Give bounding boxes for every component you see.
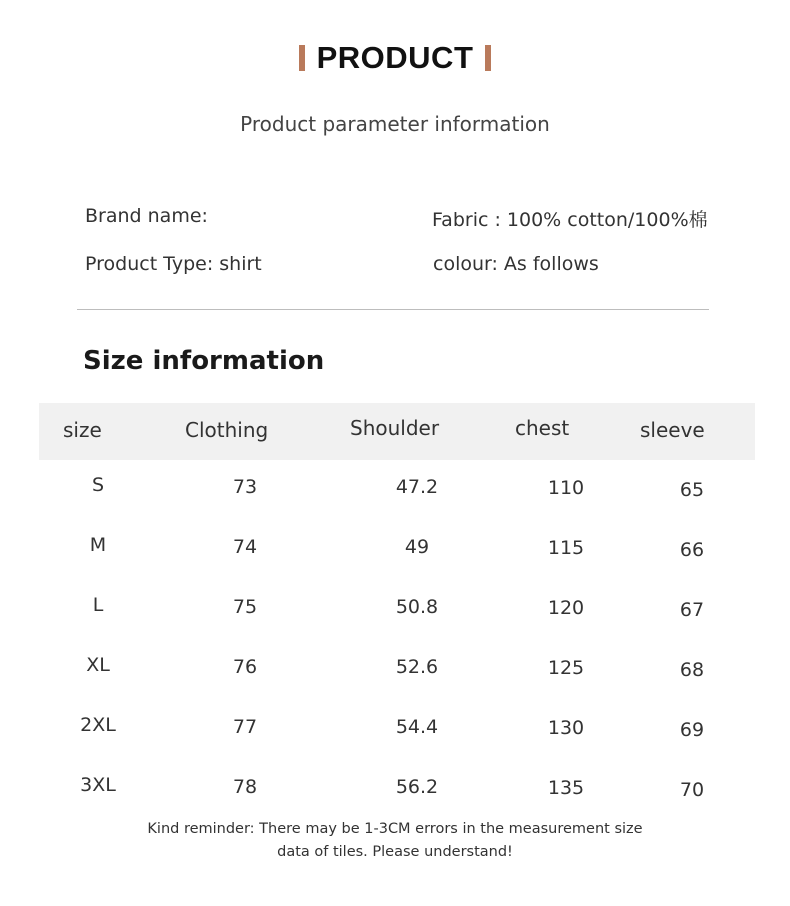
- header-clothing: Clothing: [185, 418, 269, 442]
- product-type-label: Product Type: shirt: [85, 253, 262, 275]
- header-chest: chest: [515, 416, 570, 440]
- header-sleeve: sleeve: [640, 418, 705, 442]
- page-header: [0, 40, 790, 76]
- table-cell-sleeve: 67: [679, 599, 705, 621]
- table-cell-sleeve: 70: [679, 779, 705, 801]
- table-cell-size: M: [89, 534, 107, 556]
- table-cell-chest: 110: [547, 477, 585, 499]
- header-shoulder: Shoulder: [350, 416, 440, 440]
- table-cell-clothing: 73: [232, 476, 258, 498]
- table-cell-chest: 120: [547, 597, 585, 619]
- table-cell-size: L: [92, 594, 104, 616]
- fabric-label: Fabric : 100% cotton/100%棉: [432, 209, 708, 231]
- note-line-2: data of tiles. Please understand!: [277, 844, 513, 860]
- table-cell-shoulder: 49: [404, 536, 430, 558]
- page-title: PRODUCT: [316, 40, 474, 75]
- table-cell-sleeve: 66: [679, 539, 705, 561]
- table-cell-sleeve: 68: [679, 659, 705, 681]
- table-cell-clothing: 77: [232, 716, 258, 738]
- kind-reminder-note: [0, 818, 790, 864]
- brand-name-label: Brand name:: [85, 205, 208, 227]
- table-cell-size: 2XL: [80, 714, 116, 736]
- table-cell-chest: 130: [547, 717, 585, 739]
- accent-bar-left: [299, 45, 305, 71]
- table-cell-clothing: 74: [232, 536, 258, 558]
- table-cell-clothing: 75: [232, 596, 258, 618]
- table-cell-shoulder: 47.2: [395, 476, 439, 498]
- colour-label: colour: As follows: [433, 253, 599, 275]
- table-cell-shoulder: 54.4: [395, 716, 439, 738]
- table-cell-size: S: [91, 474, 105, 496]
- table-cell-clothing: 76: [232, 656, 258, 678]
- table-cell-chest: 125: [547, 657, 585, 679]
- table-cell-size: 3XL: [80, 774, 116, 796]
- size-section-title: Size information: [83, 346, 325, 376]
- note-line-1: Kind reminder: There may be 1-3CM errors in the measurement size: [147, 821, 643, 837]
- table-cell-sleeve: 69: [679, 719, 705, 741]
- page-subtitle: Product parameter information: [240, 112, 550, 136]
- accent-bar-right: [485, 45, 491, 71]
- table-cell-sleeve: 65: [679, 479, 705, 501]
- table-cell-size: XL: [86, 654, 110, 676]
- table-cell-shoulder: 50.8: [395, 596, 439, 618]
- divider: [77, 309, 709, 310]
- table-cell-shoulder: 56.2: [395, 776, 439, 798]
- header-size: size: [63, 418, 102, 442]
- table-cell-chest: 115: [547, 537, 585, 559]
- table-cell-clothing: 78: [232, 776, 258, 798]
- table-cell-chest: 135: [547, 777, 585, 799]
- table-cell-shoulder: 52.6: [395, 656, 439, 678]
